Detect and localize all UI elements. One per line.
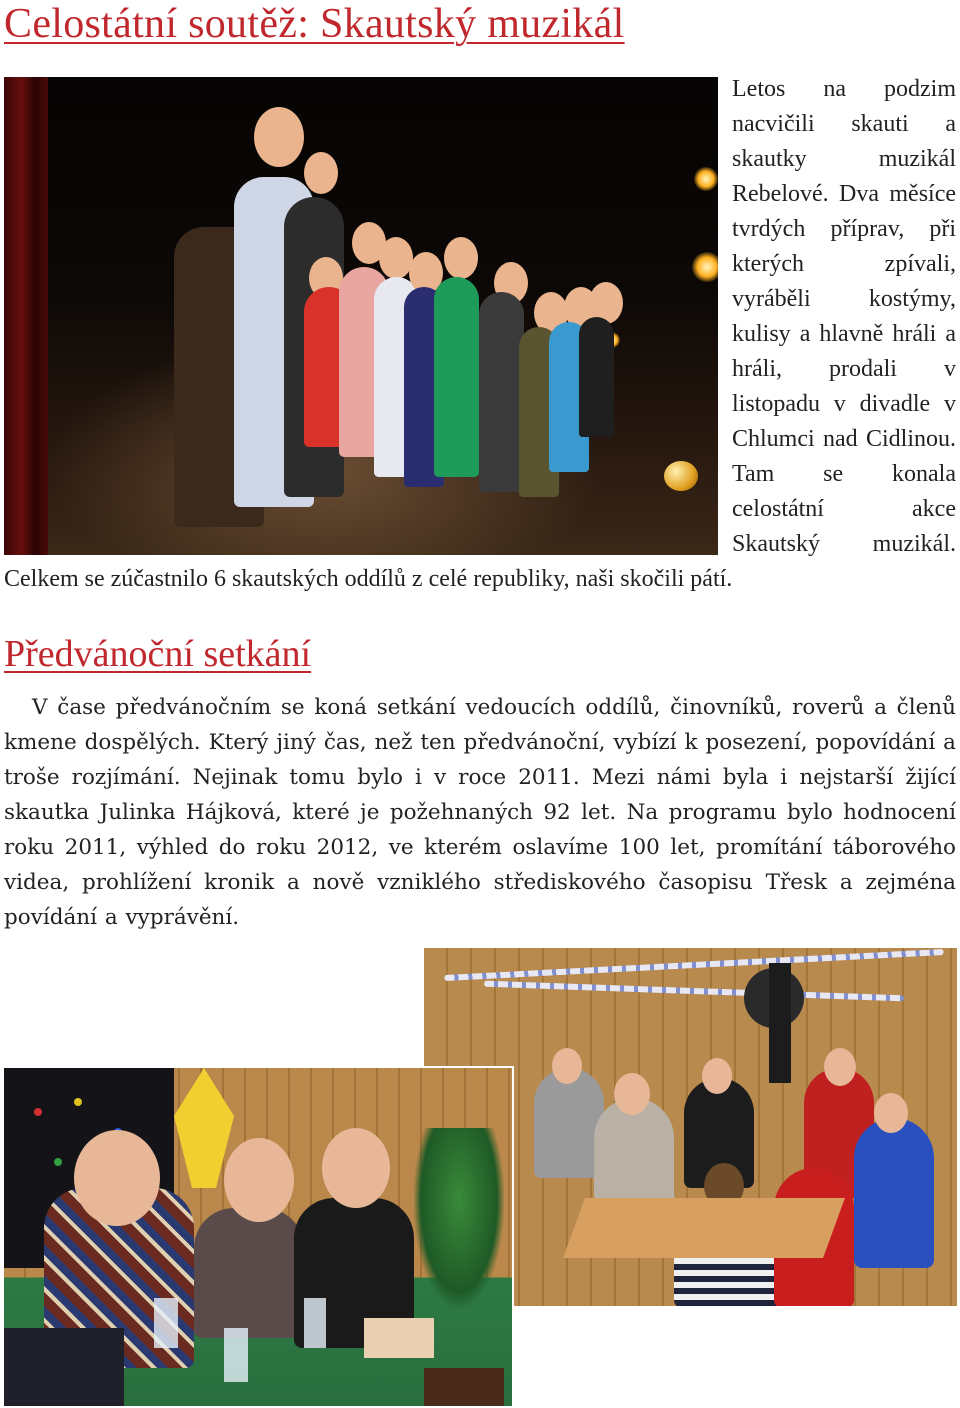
person-face: [74, 1130, 160, 1226]
paper-garland: [444, 949, 944, 981]
person-face: [322, 1128, 390, 1208]
stage-curtain: [4, 77, 48, 555]
section1-text: Letos na podzim nacvičili skauti a skautky muzikál Rebelové. Dva měsíce tvrdých příprav, při kterých zpívali, vyráběli kostýmy, kulisy a hlavně hráli a hráli, prodali v listopadu v divadle v Chlumci nad Cidlinou. Tam se konala celostátní akce Skautský muzikál. Celkem se zúčastnilo 6 skautských oddílů z celé republiky, naši skočili pátí.: [4, 76, 956, 592]
person-face: [702, 1058, 732, 1094]
wall-dot: [74, 1098, 82, 1106]
christmas-branch: [414, 1128, 504, 1308]
person-face: [824, 1048, 856, 1086]
glass: [224, 1328, 248, 1382]
party-photo-left: [4, 1066, 514, 1406]
section1-title: Celostátní soutěž: Skautský muzikál: [4, 1, 625, 47]
performer: [479, 292, 524, 492]
person-face: [874, 1093, 908, 1133]
stage-photo: [4, 77, 718, 555]
wall-dot: [54, 1158, 62, 1166]
person-face: [614, 1073, 650, 1115]
glass: [154, 1298, 178, 1348]
performer: [434, 277, 479, 477]
section2-paragraph: V čase předvánočním se koná setkání vedoucích oddílů, činovníků, roverů a členů kmene dospělých. Který jiný čas, než ten předvánoční, vybízí k posezení, popovídání a troše rozjímání. Nejinak tomu bylo i v roce 2011. Mezi námi byla i nejstarší žijící skautka Julinka Hájková, které je požehnaných 92 let. Na programu bylo hodnocení roku 2011, výhled do roku 2012, ve kterém oslavíme 100 let, promítání táborového videa, prohlížení kronik a nově vzniklého střediskového časopisu Třesk a zejména povídání a vyprávění.: [4, 695, 956, 930]
stage-light: [692, 252, 718, 282]
glass: [304, 1298, 326, 1348]
performer-head: [444, 237, 478, 279]
stove-pipe: [769, 963, 791, 1083]
performer: [579, 317, 614, 437]
stage-light: [694, 167, 718, 191]
dark-jacket: [4, 1328, 124, 1406]
person-face: [224, 1138, 294, 1222]
paper-garland: [484, 981, 904, 1002]
person-face: [552, 1048, 582, 1084]
section2-title: Předvánoční setkání: [4, 633, 312, 675]
cake-plate: [424, 1368, 504, 1406]
seated-person: [854, 1118, 934, 1268]
performer-head: [304, 152, 338, 194]
performer-head: [379, 237, 413, 279]
elderly-woman: [194, 1208, 304, 1338]
stage-balloon: [664, 461, 698, 491]
performer-head: [254, 107, 304, 167]
wall-dot: [34, 1108, 42, 1116]
party-table: [563, 1198, 845, 1258]
cake-plate: [364, 1318, 434, 1358]
